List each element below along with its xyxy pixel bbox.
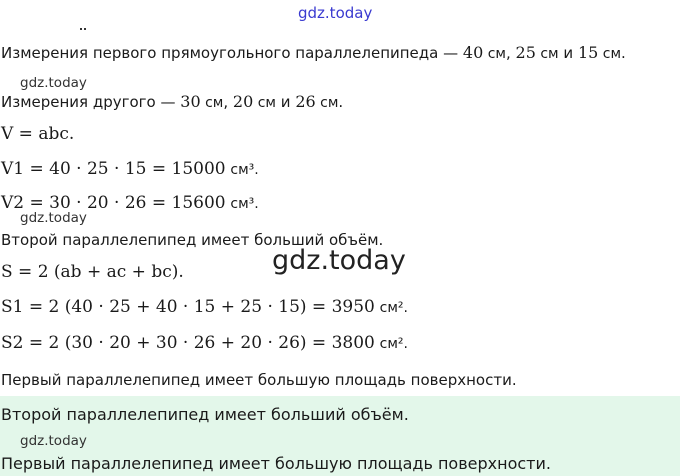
dimensions-first-prefix: Измерения первого прямоугольного параллелепипеда —	[1, 44, 459, 62]
surface-first-line	[1, 297, 408, 317]
answer-box	[0, 396, 680, 476]
surface-first-formula: S1 = 2 (40 · 25 + 40 · 15 + 25 · 15) = 3950	[1, 297, 375, 317]
unit-cm: см	[257, 95, 276, 111]
dim1-a: 40	[462, 43, 484, 62]
surface-second-formula: S2 = 2 (30 · 20 + 30 · 26 + 20 · 26) = 3800	[1, 333, 375, 353]
unit-cm: см	[540, 46, 559, 62]
dim1-c: 15	[577, 43, 599, 62]
clipped-text-fragment	[80, 28, 86, 34]
unit-cm2: см².	[379, 300, 408, 316]
dim2-a: 30	[180, 92, 201, 111]
formula-surface: S = 2 (ab + ac + bc).	[1, 262, 184, 282]
dim2-b: 20	[232, 92, 254, 111]
watermark-small: gdz.today	[20, 75, 87, 91]
unit-cm: см	[487, 46, 506, 62]
watermark-small: gdz.today	[20, 433, 87, 449]
unit-cm: см	[602, 46, 622, 62]
answer-line-area: Первый параллелепипед имеет большую площадь поверхности.	[1, 454, 551, 473]
watermark-small: gdz.today	[20, 210, 87, 226]
volume-first-formula: V1 = 40 · 25 · 15 = 15000	[1, 159, 226, 179]
surface-second-line	[1, 333, 408, 353]
dim1-b: 25	[515, 43, 536, 62]
volume-conclusion: Второй параллелепипед имеет больший объём.	[1, 231, 384, 249]
volume-first-line	[1, 159, 259, 179]
unit-cm3: см³.	[230, 196, 259, 212]
unit-cm: см	[320, 95, 339, 111]
watermark-big: gdz.today	[272, 245, 406, 276]
answer-line-volume: Второй параллелепипед имеет больший объём.	[1, 405, 409, 424]
watermark-top: gdz.today	[298, 4, 373, 22]
dim2-c: 26	[295, 92, 316, 111]
area-conclusion: Первый параллелепипед имеет большую площадь поверхности.	[1, 371, 517, 389]
formula-volume: V = abc.	[1, 124, 75, 144]
unit-cm2: см².	[379, 336, 408, 352]
conjunction-and: и	[280, 93, 291, 111]
dimensions-first-line: Измерения первого прямоугольного параллелепипеда — 40 см, 25 см и 15 см.	[1, 43, 626, 62]
unit-cm3: см³.	[230, 162, 259, 178]
volume-second-formula: V2 = 30 · 20 · 26 = 15600	[1, 193, 226, 213]
conjunction-and: и	[563, 44, 574, 62]
dimensions-second-line: Измерения другого — 30 см, 20 см и 26 см.	[1, 92, 344, 111]
unit-cm: см	[205, 95, 224, 111]
dimensions-second-prefix: Измерения другого —	[1, 93, 176, 111]
